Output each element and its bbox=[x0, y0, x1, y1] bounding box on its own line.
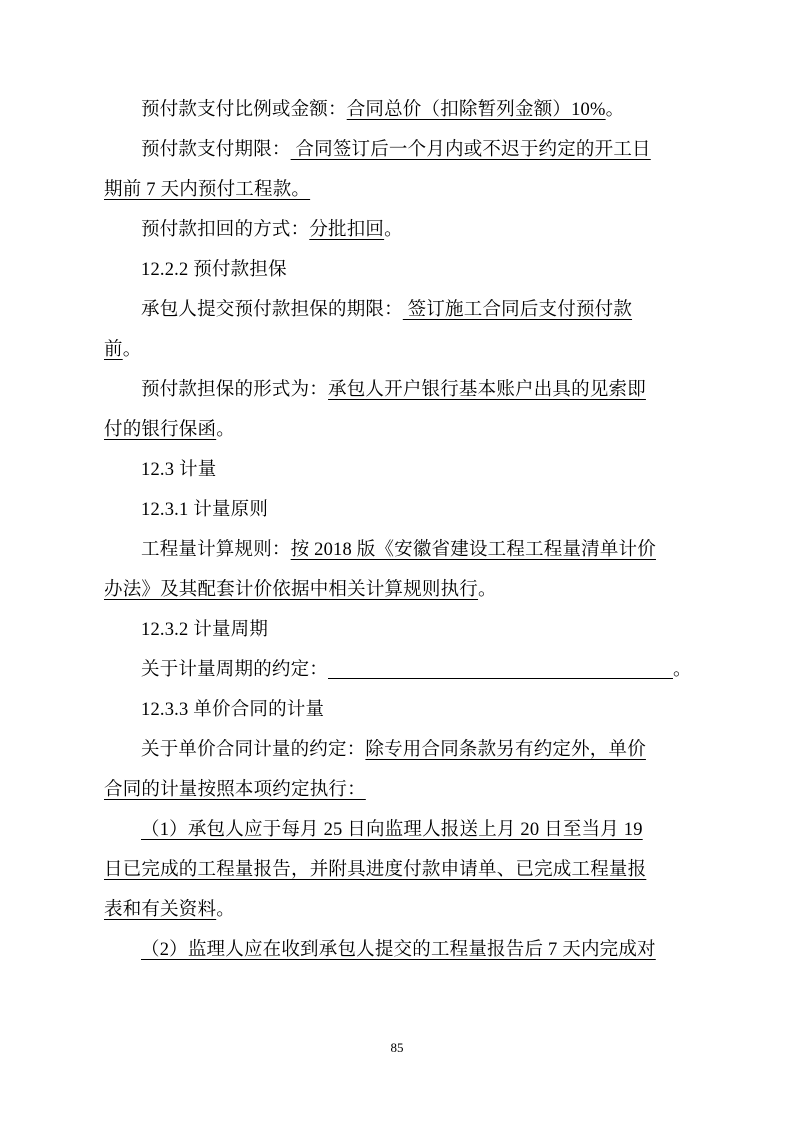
text-line-guarantee-form-1 bbox=[104, 370, 694, 410]
text-run: 表和有关资料 bbox=[104, 900, 217, 920]
text-run: 合同的计量按照本项约定执行： bbox=[104, 780, 366, 800]
text-run: 预付款支付期限： bbox=[141, 140, 291, 160]
text-line-measure-cycle bbox=[104, 650, 694, 690]
text-run: 12.3.1 计量原则 bbox=[141, 500, 269, 520]
text-line-prepay-term-1 bbox=[104, 130, 694, 170]
text-run: 。 bbox=[384, 220, 403, 240]
text-run: 预付款扣回的方式： bbox=[141, 220, 310, 240]
text-line-unit-price-2 bbox=[104, 770, 694, 810]
text-run: 。 bbox=[605, 100, 625, 120]
text-run: 。 bbox=[478, 580, 497, 600]
text-run: （1）承包人应于每月 25 日向监理人报送上月 20 日至当月 19 bbox=[141, 820, 643, 840]
text-run: 日已完成的工程量报告，并附具进度付款申请单、已完成工程量报 bbox=[104, 860, 647, 880]
text-line-measure-rule-1 bbox=[104, 530, 694, 570]
page-number: 85 bbox=[390, 1040, 404, 1055]
text-run: 。 bbox=[216, 420, 235, 440]
text-run: 关于计量周期的约定： bbox=[141, 660, 329, 680]
text-run: 关于单价合同计量的约定： bbox=[141, 740, 366, 760]
text-line-guarantee-term-2 bbox=[104, 330, 694, 370]
text-line-prepay-deduct bbox=[104, 210, 694, 250]
text-run: 期前 7 天内预付工程款。 bbox=[104, 180, 311, 200]
text-line-item-1-line-1 bbox=[104, 810, 694, 850]
text-run: 按 2018 版《安徽省建设工程工程量清单计价 bbox=[290, 540, 656, 560]
text-run: 办法》及其配套计价依据中相关计算规则执行 bbox=[104, 580, 479, 600]
text-line-measure-rule-2 bbox=[104, 570, 694, 610]
text-run: 承包人提交预付款担保的期限： bbox=[141, 300, 403, 320]
text-line-clause-12-3 bbox=[104, 450, 694, 490]
text-run: 分批扣回 bbox=[309, 220, 385, 240]
text-line-clause-12-3-1 bbox=[104, 490, 694, 530]
fill-in-blank bbox=[328, 658, 673, 679]
text-line-item-2-line-1 bbox=[104, 930, 694, 970]
text-line-item-1-line-2 bbox=[104, 850, 694, 890]
text-run: 付的银行保函 bbox=[104, 420, 217, 440]
text-line-item-1-line-3 bbox=[104, 890, 694, 930]
text-run: 除专用合同条款另有约定外，单价 bbox=[365, 740, 646, 760]
text-line-guarantee-term-1 bbox=[104, 290, 694, 330]
text-run: 12.2.2 预付款担保 bbox=[141, 260, 287, 280]
text-run: 预付款支付比例或金额： bbox=[141, 100, 347, 120]
text-run: 预付款担保的形式为： bbox=[141, 380, 329, 400]
text-run: 合同签订后一个月内或不迟于约定的开工日 bbox=[290, 140, 651, 160]
text-line-prepay-term-2 bbox=[104, 170, 694, 210]
text-run: 12.3.3 单价合同的计量 bbox=[141, 700, 325, 720]
text-run: 工程量计算规则： bbox=[141, 540, 291, 560]
text-line-prepay-ratio bbox=[104, 90, 694, 130]
text-run: 签订施工合同后支付预付款 bbox=[402, 300, 633, 320]
document-body bbox=[104, 90, 694, 970]
text-run: 。 bbox=[122, 340, 142, 360]
text-run: 承包人开户银行基本账户出具的见索即 bbox=[328, 380, 646, 400]
text-run: 。 bbox=[673, 660, 692, 680]
text-run: （2）监理人应在收到承包人提交的工程量报告后 7 天内完成对 bbox=[141, 940, 656, 960]
text-run: 12.3 计量 bbox=[141, 460, 217, 480]
text-line-clause-12-2-2 bbox=[104, 250, 694, 290]
text-line-clause-12-3-3 bbox=[104, 690, 694, 730]
text-run: 12.3.2 计量周期 bbox=[141, 620, 269, 640]
text-line-unit-price-1 bbox=[104, 730, 694, 770]
text-run: 合同总价（扣除暂列金额）10% bbox=[346, 100, 606, 120]
text-run: 。 bbox=[216, 900, 235, 920]
text-line-guarantee-form-2 bbox=[104, 410, 694, 450]
text-run: 前 bbox=[104, 340, 123, 360]
text-line-clause-12-3-2 bbox=[104, 610, 694, 650]
